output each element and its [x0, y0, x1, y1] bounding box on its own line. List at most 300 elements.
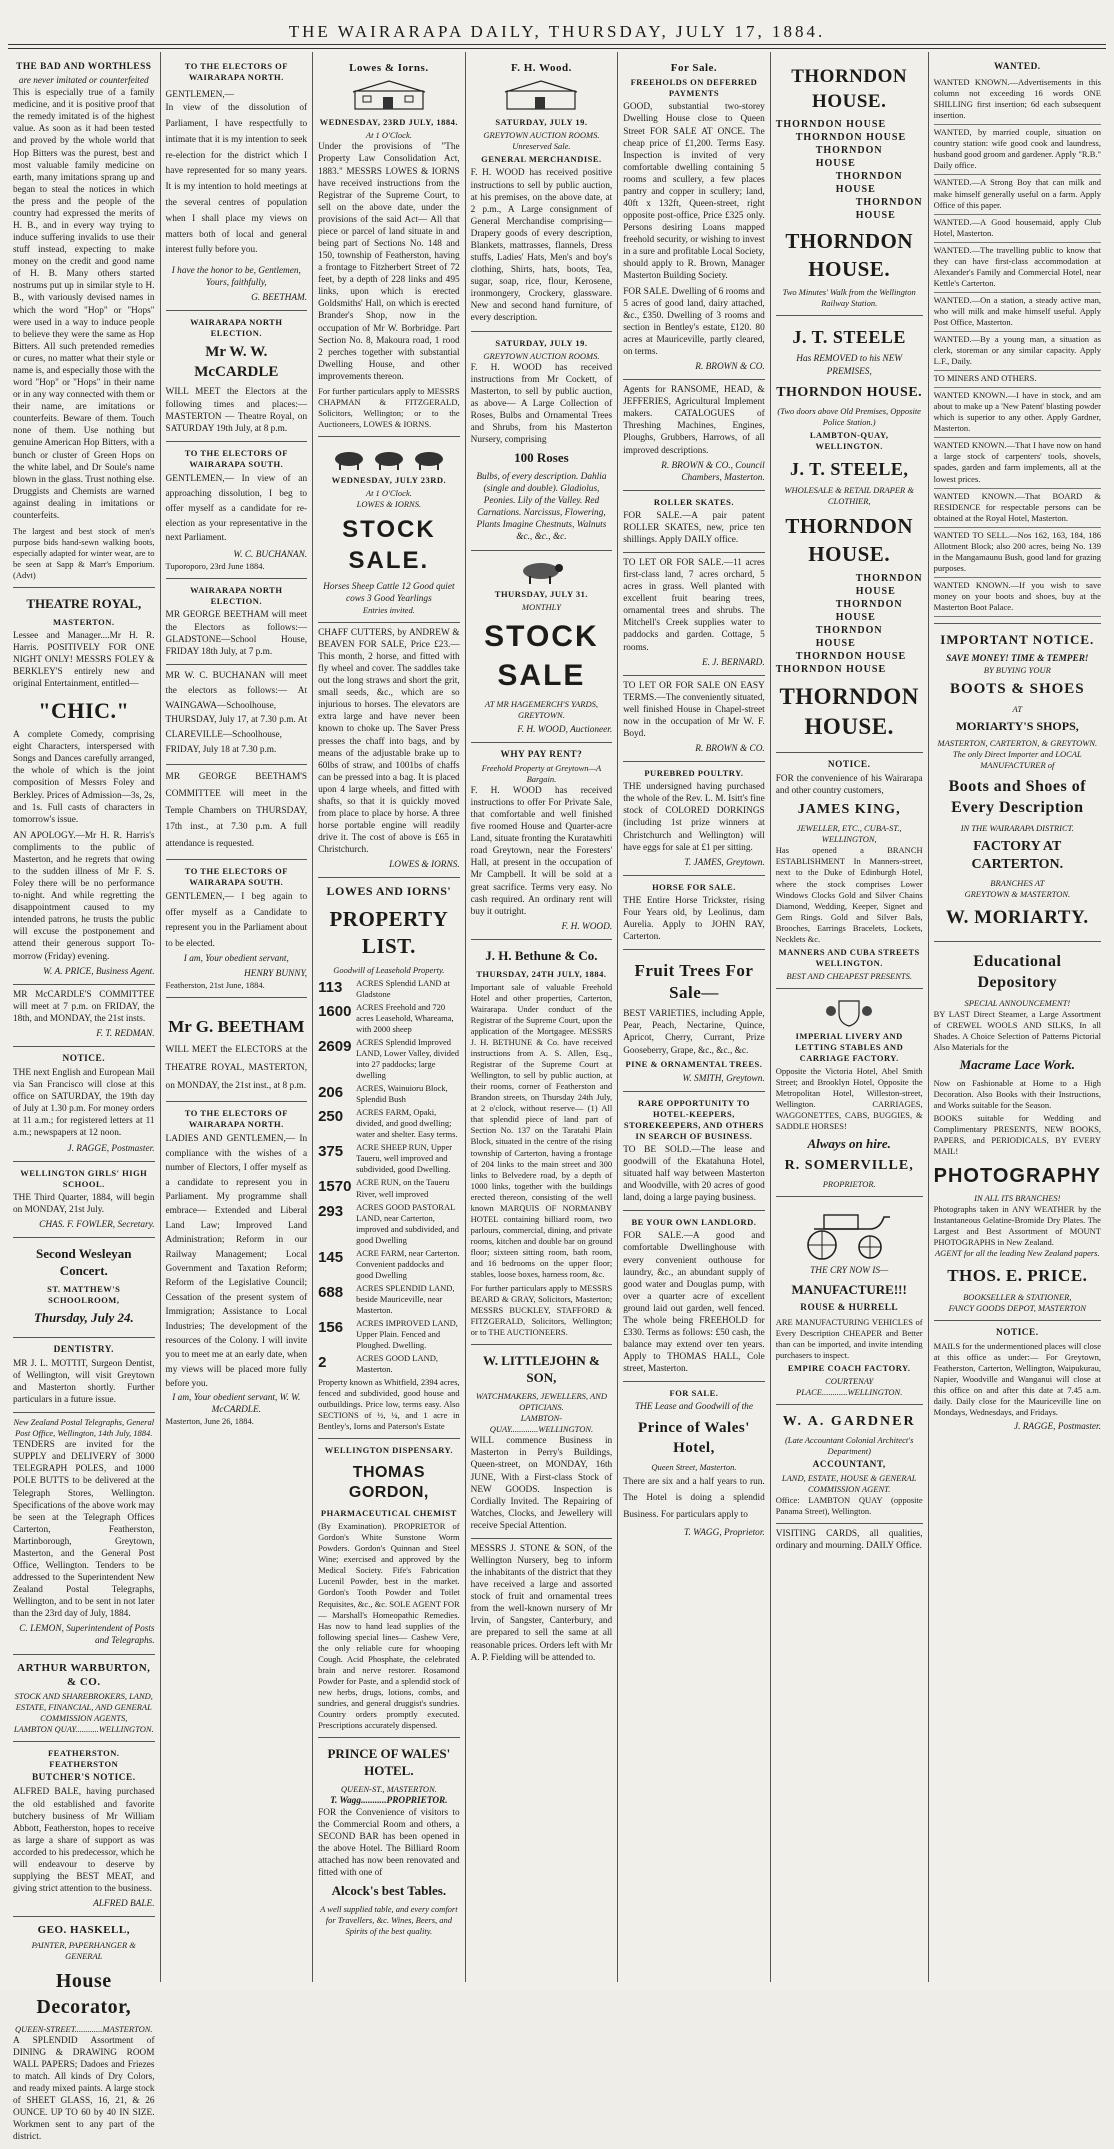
property-acres: 688	[318, 1283, 344, 1301]
notice-body: THE next English and European Mail via San Francisco will close at this office on SATURDAY, the 19th day of July at 1.30 p.m. For money orders at 11 a.m.; for registered letters at 11 a.m.; newspapers at 12 noon.	[13, 1068, 155, 1139]
stack-line: THORNDON HOUSE	[815, 145, 883, 170]
draper-trade: WHOLESALE & RETAIL DRAPER & CLOTHIER,	[784, 485, 914, 507]
sale-date: THURSDAY, 24TH JULY, 1884.	[476, 968, 607, 979]
address-date: Tuporoporo, 23rd June 1884.	[165, 561, 265, 572]
sale-place: GREYTOWN AUCTION ROOMS.	[483, 350, 600, 361]
chemist-name: THOMAS GORDON,	[348, 1463, 429, 1502]
address-close: I am, Your obedient servant, W. W. McCARDLE.	[172, 1392, 301, 1415]
address-body: In view of the dissolution of Parliament, I have respectfully to intimate that it is my intention to seek re-election for the district which I have represented for so many years. It is my intention to hold meetings at the several centres of population when I shall place my views on matters both of local and general interest fully before you.	[165, 103, 308, 256]
buchanan-address	[166, 442, 308, 580]
property-acres: 1600	[318, 1002, 352, 1020]
ad-title: WHY PAY RENT?	[500, 749, 583, 760]
property-description: ACRES Splendid LAND at Gladstone	[356, 977, 450, 999]
stock-sale-headline: STOCK SALE	[484, 619, 599, 692]
stack-line: THORNDON HOUSE	[835, 599, 903, 624]
signature: F. H. WOOD.	[561, 921, 613, 932]
stock-sale-headline: STOCK SALE.	[342, 516, 436, 575]
shop-name: MORIARTY'S SHOPS,	[955, 718, 1079, 733]
column-3	[312, 52, 465, 1982]
chemist-title: PHARMACEUTICAL CHEMIST	[320, 1508, 457, 1519]
store-name-repeat: THORNDON HOUSE.	[785, 229, 914, 281]
wood-roses-sale	[471, 332, 613, 551]
firm-name: ARTHUR WARBURTON, & CO.	[17, 1661, 151, 1688]
sale-date: WEDNESDAY, JULY 23RD.	[331, 475, 447, 486]
ad-body-2: FOR SALE. Dwelling of 6 rooms and 5 acres of good land, dairy attached, &c., £350. Dwelling of 3 rooms and section in Bentley's estate, £120. 80 acres at Mauriceville, partly cleared, on terms.	[623, 286, 765, 357]
carriage-illustration	[794, 1205, 904, 1261]
notice-body: WILL MEET the ELECTORS at the THEATRE ROYAL, MASTERTON, on MONDAY, the 21st inst., at 8 p.m.	[165, 1045, 308, 1091]
column-5	[617, 52, 770, 1982]
candidate-name: Mr G. BEETHAM	[168, 1017, 305, 1037]
sale-footnote: For further particulars apply to MESSRS CHAPMAN & FITZGERALD, Solicitors, Wellington; or to the Auctioneers, LOWES & IORNS.	[318, 385, 460, 430]
bethune-hotel-sale	[471, 940, 613, 1345]
horse-for-sale-ad	[623, 876, 765, 950]
hotel-name: Prince of Wales' Hotel,	[638, 1420, 750, 1456]
wanted-entry: WANTED.—A Good housemaid, apply Club Hotel, Masterton.	[934, 215, 1101, 243]
ad-text: The only Direct Importer and LOCAL MANUFACTURER of	[952, 749, 1082, 771]
firm-name: ROUSE & HURRELL	[800, 1303, 899, 1314]
ad-body: TO BE SOLD.—The lease and goodwill of the Ekatahuna Hotel, situated half way between Masterton and Woodville, with 20 acres of good land, doing a large paying business.	[623, 1144, 765, 1204]
firm-place: LAMBTON-QUAY.............WELLINGTON.	[489, 1413, 594, 1435]
property-item	[318, 1248, 460, 1281]
ad-body: A SPLENDID Assortment of DINING & DRAWING ROOM WALL PAPERS; Dadoes and Friezes to match. All kinds of Dry Colors, and ready mixed paints. A large stock of SHEET GLASS, 16, 21, & 26 OUNCE. UP TO 60 by 40 IN SIZE. Workmen sent to any part of the district.	[13, 2035, 155, 2143]
photography-subtitle: IN ALL ITS BRANCHES!	[974, 1193, 1061, 1204]
signature: T. WAGG, Proprietor.	[684, 1527, 765, 1538]
bunny-address	[166, 860, 308, 998]
ad-body: Opposite the Victoria Hotel, Abel Smith Street; and Brooklyn Hotel, Opposite the Metropolitan Hotel, Willeston-street, Wellington. CARRIAGES, WAGGONETTES, CABS, BUGGIES, & SADDLE HORSES!	[775, 1066, 923, 1132]
street-address: LAMBTON-QUAY, WELLINGTON.	[809, 429, 889, 451]
property-acres: 156	[318, 1319, 344, 1337]
ad-body: Agents for RANSOME, HEAD, & JEFFERIES, Agricultural Implement makers. CATALOGUES of Threshing Machines, Engines, Ploughs, Grubbers, Harrows, of all improved descriptions.	[623, 385, 765, 456]
stack-line: THORNDON HOUSE	[855, 197, 923, 222]
sale-type: Unreserved Sale.	[512, 141, 571, 152]
signature: J. RAGGE, Postmaster.	[1013, 1422, 1101, 1433]
accountant-services: LAND, ESTATE, HOUSE & GENERAL COMMISSION AGENT.	[781, 1473, 917, 1495]
ad-lead: SAVE MONEY! TIME & TEMPER!	[946, 653, 1089, 664]
prince-of-wales-hotel-ad	[318, 1738, 460, 1943]
ad-title: Educational Depository	[973, 953, 1062, 991]
notice-heading: WAIRARAPA NORTH ELECTION.	[190, 585, 283, 607]
columns	[8, 52, 1106, 2143]
lowes-iorns-land-sale	[318, 55, 460, 437]
accountant-office: Office: LAMBTON QUAY (opposite Panama Street), Wellington.	[775, 1495, 923, 1517]
ad-title: FREEHOLDS ON DEFERRED PAYMENTS	[630, 77, 758, 99]
firm-headline: House Decorator,	[36, 1969, 132, 2018]
property-item	[318, 1037, 460, 1081]
auction-house-illustration	[501, 79, 581, 113]
notice-heading: NOTICE.	[827, 759, 871, 770]
wanted-entry: WANTED KNOWN.—That I have now on hand a large stock of carpenters' tools, shovels, spades, garden and farm implements, all at the lowest prices.	[934, 438, 1101, 488]
mccardle-meetings	[166, 311, 308, 441]
auction-house-illustration	[349, 79, 429, 113]
thorndon-stack	[776, 118, 923, 222]
jeweller-trade: JEWELLER, ETC., CUBA-ST., WELLINGTON,	[796, 823, 902, 845]
beetham-meetings	[166, 579, 308, 664]
poultry-ad	[623, 762, 765, 876]
gordon-chemist-ad	[318, 1439, 460, 1738]
street-address: MANNERS AND CUBA STREETS WELLINGTON.	[778, 946, 920, 968]
sale-place: GREYTOWN AUCTION ROOMS.	[483, 130, 600, 141]
wanted-entry: WANTED.—A Strong Boy that can milk and make himself generally useful on a farm. Apply Office of this paper.	[934, 175, 1101, 214]
mccardle-address	[166, 1102, 308, 1433]
firm-name: GEO. HASKELL,	[37, 1924, 130, 1937]
owner-name: W. MORIARTY.	[945, 907, 1089, 929]
stack-line: THORNDON HOUSE	[835, 171, 903, 196]
store-location: Two Minutes' Walk from the Wellington Railway Station.	[782, 286, 916, 309]
notice-heading: New Zealand Postal Telegraphs, General Post Office, Wellington, 14th July, 1884.	[13, 1417, 155, 1439]
ad-body: TO LET OR FOR SALE ON EASY TERMS.—The conveniently situated, well finished House in Chapel-street now in the occupation of Mr W. F. Boyd.	[623, 680, 765, 740]
wanted-entry: WANTED KNOWN.—Advertisements in this column not exceeding 16 words ONE SHILLING first insertion; 6d each subsequent insertion.	[934, 75, 1101, 125]
section-heading: WANTED.	[993, 62, 1041, 72]
proprietor-title: PROPRIETOR.	[822, 1179, 876, 1190]
factory-name: EMPIRE COACH FACTORY.	[787, 1362, 911, 1373]
ad-body: There are six and a half years to run. The Hotel is doing a splendid Business. For particulars apply to	[623, 1476, 765, 1520]
list-subtitle: Goodwill of Leasehold Property.	[333, 964, 445, 975]
factory-name: FACTORY AT CARTERTON.	[971, 838, 1064, 873]
ad-headline-2: Boots and Shoes of Every Description	[948, 778, 1087, 817]
address-close: I am, Your obedient servant,	[183, 953, 289, 964]
store-name: THORNDON HOUSE.	[776, 384, 923, 400]
signature: W. C. BUCHANAN.	[233, 550, 308, 561]
notice-body: ALFRED BALE, having purchased the old established and favorite butchery business of Mr William Abbott, Featherston, hopes to receive as large a share of support as was accorded to his predecessor, which he will endeavour to deserve by supplying the BEST MEAT, and giving strict attention to the business.	[13, 1787, 155, 1895]
property-description: ACRES Splendid Improved LAND, Lower Valley, divided into 27 paddocks; large dwelling	[356, 1036, 460, 1081]
property-description: ACRES SPLENDID LAND, beside Mauriceville, near Masterton.	[356, 1282, 455, 1315]
ad-body: MESSRS J. STONE & SON, of the Wellington Nursery, beg to inform the inhabitants of the district that they have received a large and assorted stock of fruit and ornamental trees from the well-known nursery of Mr Irvin, of Sangster, Canterbury, and are prepared to sell the same at all reasonable prices. Orders left with Mr A. P. Fielding will be attended to.	[470, 1543, 613, 1663]
stack-line: THORNDON HOUSE	[795, 651, 907, 663]
sale-items: Bulbs, of every description. Dahlia (single and double). Gladiolus, Peonies. Lily of the Valley. Red Carnations. Narcissus, Flowering, Plants Imagine Chestnuts, Walnuts &c., &c., &c.	[476, 472, 607, 543]
mails-notice	[934, 1321, 1101, 1439]
ad-body: THE undersigned having purchased the whole of the Rev. L. M. Isitt's fine stock of COLORED DORKINGS (including 1st prize winners at Christchurch and Wellington) will have eggs for sale at £1 per sitting.	[623, 782, 765, 853]
fruit-trees-ad	[623, 950, 765, 1092]
owner-name: THOS. E. PRICE.	[947, 1266, 1088, 1286]
hotel-place: QUEEN-ST., MASTERTON.	[340, 1783, 437, 1794]
signature: G. BEETHAM.	[251, 293, 308, 304]
address-heading: TO THE ELECTORS OF WAIRARAPA NORTH.	[184, 61, 288, 83]
ad-body: ARE MANUFACTURING VEHICLES of Every Description CHEAPER and Better than can be imported, and invite intending purchasers to inspect.	[775, 1316, 923, 1360]
livestock-illustration	[329, 445, 449, 471]
signature: ALFRED BALE.	[93, 1899, 155, 1910]
wanted-entry: WANTED TO SELL.—Nos 162, 163, 184, 186 Allotment Block; also 200 acres, being No. 139 in the Mangamaunu Bush, good land for grazing purposes.	[934, 528, 1101, 578]
notice-body: WILL MEET the Electors at the following times and places:— MASTERTON — Theatre Royal, on SATURDAY 19th July, at 8 p.m.	[165, 387, 308, 434]
firm-place: LAMBTON QUAY...........WELLINGTON.	[13, 1724, 154, 1735]
ad-body: Has opened a BRANCH ESTABLISHMENT In Manners-street, next to the Duke of Edinburgh Hotel, where the stock comprises Lower Windows Clocks Gold and Silver Chains Diamond, Wedding, Keeper, Signet and Gem Rings. Gold and Silver Bals, Brooches, Earrings Bracelets, Lockets, Necklets &c.	[775, 845, 923, 944]
address-body: LADIES AND GENTLEMEN,— In compliance with the wishes of a number of Electors, I offer myself as a candidate to represent you in Parliament. My programme shall embrace— Extended and Liberal Land Law; Improved Land Administration; Reform in our Railway Management; Local Government and Taxation Reform; Reform of the Legislative Council; Cessation of the present system of Immigration; Assistance to Local Industries; The development of the resources of the Colony. I will invite you to meet me at an early date, when my views will be placed more fully before you.	[165, 1134, 308, 1390]
property-items	[318, 978, 460, 1376]
property-acres: 2609	[318, 1037, 352, 1055]
notice-body: MAILS for the undermentioned places will close at this office as under:— For Greytown, Featherston, Carterton, Wellington, Waipukurau, Napier, Woodville and Wanganui will close at this office on and after this date at 7.45 a.m. daily. Daily close for the Mauriceville line on Mondays, Wednesdays, and Fridays.	[933, 1340, 1101, 1418]
list-title: PROPERTY LIST.	[329, 907, 449, 959]
signature: C. LEMON, Superintendent of Posts and Telegraphs.	[19, 1624, 155, 1647]
thorndon-stack-2	[776, 572, 923, 676]
proprietor-name: R. SOMERVILLE,	[784, 1158, 914, 1174]
property-acres: 375	[318, 1143, 344, 1161]
show-title: "CHIC."	[38, 697, 130, 723]
ad-body: CHAFF CUTTERS, by ANDREW & BEAVEN FOR SALE, Price £23.—This month, 2 horse, and fitted with fly wheel and cover. The saddles take out the long straws and short the grit, small seeds, &c., which are so injurious to horses. The elevators are extra large and have never been known to choke up. The Saver Press presses the chaff into bags, and by means of the adjustable brake up to 60lbs of straw, and 1001bs of chaffs can be pressed into a bag. It is placed upon 4 large wheels, and fitted with shafts, so that it is quickly moved from place to place by horse. A three horse portable engine will readily drive it. The cost of above is £65 in Christchurch.	[318, 627, 460, 856]
ad-tagline: Always on hire.	[807, 1136, 891, 1152]
shop-places: MASTERTON, CARTERTON, & GREYTOWN.	[937, 738, 1098, 749]
sale-date: WEDNESDAY, 23RD JULY, 1884.	[319, 117, 459, 128]
property-acres: 145	[318, 1248, 344, 1266]
signature: R. BROWN & CO.	[695, 362, 765, 373]
steele-draper-ad	[776, 316, 923, 753]
warburton-ad	[13, 1655, 155, 1743]
littlejohn-ad	[471, 1345, 613, 1539]
hotel-opportunity-ad	[623, 1092, 765, 1212]
property-item	[318, 1083, 460, 1105]
store-name-large: THORNDON HOUSE.	[779, 684, 919, 739]
hotel-name: PRINCE OF WALES' HOTEL.	[327, 1746, 451, 1778]
for-sale-freeholds	[623, 55, 765, 380]
coat-of-arms-icon	[819, 997, 879, 1027]
address-heading: TO THE ELECTORS OF WAIRARAPA NORTH.	[184, 1108, 288, 1130]
property-item	[318, 1177, 460, 1199]
notice-body: THE Third Quarter, 1884, will begin on MONDAY, 21st July.	[13, 1192, 155, 1215]
property-acres: 2	[318, 1354, 327, 1372]
notice-body: MR GEORGE BEETHAM'S COMMITTEE will meet in the Temple Chambers on THURSDAY, 17th inst., at 7.30 p.m. A full attendance is requested.	[165, 772, 308, 849]
ad-tagline: BEST AND CHEAPEST PRESENTS.	[786, 970, 912, 981]
accountant-note: (Late Accountant Colonial Architect's Department)	[784, 1435, 914, 1457]
ad-lead: THE Lease and Goodwill of the	[634, 1402, 753, 1413]
auctioneer-name: F. H. Wood.	[511, 62, 572, 74]
stone-nursery-ad	[471, 1539, 613, 1670]
accountant-title: ACCOUNTANT,	[812, 1460, 886, 1471]
ad-title: PUREBRED POULTRY.	[644, 768, 744, 779]
ransome-agents-ad	[623, 380, 765, 491]
property-description: ACRES Freehold and 720 acres Leasehold, Whareama, with 2000 sheep	[356, 1001, 454, 1034]
sale-body: Important sale of valuable Freehold Hotel and other properties, Carterton, Wairarapa. Under conduct of the Registrar of the Supreme Court, upon the application of the Mortgagee. MESSRS J. H. BETHUNE & Co. have received instructions from A. S. Allen, Esq., Registrar of the Supreme Court at Wellington, to sell by public auction, at their rooms, corner of Featherston and Brandon streets, on Thursday 24th July, at 2 o'clock, without reserve— (1) All that splendid piece of land part of Section No. 137 on the Taratahi Plain Block, situated in the centre of the rising township of Carterton, having a frontage of 204 links to the main street and 300 links to Belvedere road, by a depth of 1000 links, together with the buildings erected thereon, consisting of the well known MARQUIS OF NORMANBY HOTEL containing billiard room, two parlours, commercial, dining, and private rooms, kitchen and double bar on ground floor; sixteen sitting room, bath room, and 16 bedrooms on the upper floor; stables, loose boxes, harness room, &c.	[470, 981, 613, 1280]
girls-school-notice	[13, 1162, 155, 1238]
chaff-cutter-ad	[318, 623, 460, 879]
photography-headline: PHOTOGRAPHY	[933, 1165, 1101, 1188]
property-item	[318, 1142, 460, 1175]
ad-body: GOOD, substantial two-storey Dwelling House close to Queen Street FOR SALE AT ONCE. The cheap price of £1,200. Terms Easy. Inspection is invited of very comfortable dwelling containing 5 rooms and scullery, a few places pantry and copper in scullery; land, 40ft x 132ft, Queen-street, right opposite post-office, Price £325 only. Persons desiring Loans mapped freehold security, or wishing to invest in a sure and profitable Local Society, should apply to R. Brown, Manager Masterton Building Society.	[623, 102, 765, 282]
notice-heading: BUTCHER'S NOTICE.	[31, 1773, 136, 1784]
draper-name: J. T. STEELE	[792, 327, 906, 348]
property-item	[318, 1002, 460, 1035]
wanted-list	[934, 75, 1101, 617]
roses-count: 100 Roses	[514, 450, 569, 466]
property-acres: 1570	[318, 1178, 352, 1196]
photography-body: Photographs taken in ANY WEATHER by the Instantaneous Gelatine-Bromide Dry Plates. The Largest and Best Assortment of MOUNT PHOTOGRAPHS in New Zealand.	[933, 1204, 1101, 1248]
stack-line: THORNDON HOUSE	[775, 119, 887, 131]
firm-trade: PAINTER, PAPERHANGER & GENERAL	[31, 1939, 136, 1961]
wanted-entry: WANTED.—On a station, a steady active man, who will milk and make himself useful. Apply Post Office, Masterton.	[934, 293, 1101, 332]
section-heading: For Sale.	[670, 62, 718, 74]
address-date: Featherston, 21st June, 1884.	[165, 980, 265, 991]
signature: W. A. PRICE, Business Agent.	[43, 966, 155, 977]
address-date: Masterton, June 26, 1884.	[165, 1415, 254, 1426]
notice-heading: NOTICE.	[996, 1327, 1039, 1338]
signature: R. BROWN & CO.	[695, 744, 765, 755]
price-bookseller-ad	[934, 942, 1101, 1321]
ad-text: BY BUYING YOUR	[983, 665, 1051, 676]
sale-date: THURSDAY, JULY 31.	[494, 588, 589, 599]
column-7	[928, 52, 1106, 1982]
shop-name: WELLINGTON DISPENSARY.	[324, 1445, 454, 1456]
ad-footnote: The largest and best stock of men's purpose bids hand-sewn walking boots, especially adapted for winter wear, are to be seen at Sapp & Marr's Emporium. (Advt)	[13, 525, 155, 581]
notice-body: MR McCARDLE'S COMMITTEE will meet at 7 p.m. on FRIDAY, the 18th, and MONDAY, the 21st insts.	[13, 989, 155, 1024]
thorndon-house-ad	[776, 55, 923, 316]
notice-body: MR W. C. BUCHANAN will meet the electors as follows:— At WAINGAWA—Schoolhouse, THURSDAY, July 17, at 7.30 p.m. At CLAREVILLE—Schoolhouse, FRIDAY, July 18 at 7.30 p.m.	[165, 670, 308, 756]
wanted-entry: TO MINERS AND OTHERS.	[934, 371, 1101, 388]
owner-trade-2: FANCY GOODS DEPOT, MASTERTON	[948, 1302, 1087, 1313]
signature: T. JAMES, Greytown.	[684, 857, 765, 868]
ad-place: MASTERTON.	[53, 617, 115, 628]
sale-body: F. H. WOOD has received instructions from Mr Cockett, of Masterton, to sell by public auction, as above— A Large Collection of Roses, Bulbs and Ornamental Trees and Shrubs, from his Masterton Nursery, comprising	[470, 362, 613, 446]
concert-ad	[13, 1238, 155, 1338]
ad-text: AGENT for all the leading New Zealand papers.	[934, 1248, 1100, 1259]
sale-frequency: MONTHLY	[521, 601, 561, 612]
firm-description: STOCK AND SHAREBROKERS, LAND, ESTATE, FINANCIAL, AND GENERAL COMMISSION AGENTS,	[14, 1691, 153, 1724]
own-landlord-ad	[623, 1211, 765, 1382]
factory-place: COURTENAY PLACE............WELLINGTON.	[796, 1375, 903, 1397]
concert-date: Thursday, July 24.	[33, 1309, 134, 1325]
address-close: I have the honor to be, Gentlemen, Yours, faithfully,	[171, 266, 301, 289]
notice-heading: NOTICE.	[62, 1054, 106, 1064]
notice-heading: WELLINGTON GIRLS' HIGH SCHOOL.	[20, 1167, 148, 1189]
address-heading: TO THE ELECTORS OF WAIRARAPA SOUTH.	[184, 865, 288, 887]
property-description: ACRES GOOD PASTORAL LAND, near Carterton, improved and subdivided, and good Dwelling	[356, 1201, 460, 1245]
ad-lead: THE CRY NOW IS—	[810, 1266, 889, 1277]
ad-lead: are never imitated or counterfeited	[18, 76, 149, 87]
wanted-entry: WANTED.—By a young man, a situation as clerk, storeman or any similar capacity. Apply L.F., Daily.	[934, 332, 1101, 371]
wanted-column	[934, 55, 1101, 624]
rouse-hurrell-ad	[776, 1197, 923, 1404]
column-1	[8, 52, 160, 2143]
beetham-theatre-meeting	[166, 998, 308, 1102]
ad-footnote: A well supplied table, and every comfort for Travellers, &c. Wines, Beers, and Spirits of the best quality.	[320, 1904, 458, 1937]
store-name-repeat: THORNDON HOUSE.	[785, 514, 914, 566]
notice-body: MR GEORGE BEETHAM will meet the Electors as follows:— GLADSTONE—School House, FRIDAY 18th July, at 7 p.m.	[165, 610, 308, 657]
wood-merchandise-sale	[471, 55, 613, 332]
ad-title: FOR SALE.	[669, 1388, 719, 1399]
sale-footnote: For further particulars apply to MESSRS BEARD & GRAY, Solicitors, Masterton; MESSRS BUCKLEY, STAFFORD & FITZGERALD, Solicitors, Wellington; or to THE AUCTIONEERS.	[470, 1283, 613, 1338]
signature: LOWES & IORNS.	[389, 860, 460, 871]
telegraph-tender	[13, 1413, 155, 1654]
list-footnote: Property known as Whitfield, 2394 acres, fenced and subdivided, good house and outbuildings. Price low, terms easy. Also SECTIONS of ½, ¼, and 1 acre in Bentley's, Iorns and Paterson's Estate	[318, 1377, 460, 1432]
ad-body: FOR the Convenience of visitors to the Commercial Room and others, a SECOND BAR has been opened in the above Hotel. The Billiard Room attached has now been renovated and fitted with one of	[318, 1807, 460, 1879]
masthead-rule-double	[8, 48, 1106, 49]
ad-body: WILL commence Business in Masterton in Perry's Buildings, Queen-street, on MONDAY, 16th JUNE, With a First-class Stock of NEW GOODS. Inspection is Cordially Invited. The Repairing of Watches, Clocks, and Jewellery will receive Special Attention.	[470, 1436, 613, 1531]
ad-title: DENTISTRY.	[53, 1344, 114, 1355]
alcock-tables: Alcock's best Tables.	[331, 1883, 447, 1899]
signature: HENRY BUNNY,	[244, 969, 308, 980]
list-owner: LOWES AND IORNS'	[326, 884, 452, 899]
theatre-royal-ad	[13, 588, 155, 984]
concert-venue: ST. MATTHEW'S SCHOOLROOM,	[47, 1283, 121, 1305]
notice-body: TENDERS are invited for the SUPPLY and DELIVERY of 3000 TELEGRAPH POLES, and 1000 POLE BUTTS to be delivered at the Telegraph Stores, Wellington. Specifications of the above work may be seen at the Telegraph Offices Carterton, Featherston, Martinborough, Greytown, Masterton, and the General Post Office, Wellington. Tenders to be addressed to the Superintendent New Zealand Postal Telegraphs, Wellington, and to be sent in not later than the 23rd day of July, 1884.	[13, 1440, 155, 1620]
wanted-entry: WANTED, by married couple, situation on country station: wife good cook and laundress, husband good groom and gardener. Apply "R.B." Daily office.	[934, 125, 1101, 175]
prince-of-wales-lease-ad	[623, 1382, 765, 1544]
property-description: ACRE RUN, on the Taueru River, well improved	[356, 1177, 450, 1199]
property-item	[318, 1107, 460, 1140]
ad-body-3: BOOKS suitable for Wedding and Complimentary PRESENTS, NEW BOOKS, PAPERS, and PERIODICALS, BY EVERY MAIL!	[933, 1113, 1101, 1157]
hotel-proprietor: T. Wagg...........PROPRIETOR.	[330, 1795, 448, 1806]
jeweller-name: JAMES KING,	[797, 802, 901, 818]
ad-subtitle: Freehold Property at Greytown—A Bargain.	[481, 762, 602, 784]
ad-headline: Macrame Lace Work.	[959, 1056, 1076, 1072]
livery-stables-ad	[776, 989, 923, 1198]
stack-line: THORNDON HOUSE	[775, 664, 887, 676]
gardner-accountant-ad	[776, 1405, 923, 1525]
ad-body: TO LET OR FOR SALE.—11 acres first-class land, 7 acres orchard, 5 acres in grass. Well planted with excellent fruit bearing trees, ornamental trees and shrubs. The Mitchell's Creek supplies water to paddocks and garden. Cottage, 5 rooms.	[623, 558, 765, 653]
ad-title: THE BAD AND WORTHLESS	[16, 62, 152, 72]
ad-body: Lessee and Manager....Mr H. R. Harris. POSITIVELY FOR ONE NIGHT ONLY! MESSRS FOLEY & BERKLEY'S entirely new and original Entertainment, entitled—	[13, 631, 155, 690]
ad-text: AT	[1012, 703, 1023, 714]
property-description: ACRE SHEEP RUN, Upper Taueru, well improved and subdivided, good Dwelling.	[356, 1142, 453, 1175]
ad-body: BY LAST Direct Steamer, a Large Assortment of CREWEL WOOLS AND SILKS, In all Shades. A Choice Selection of Patterns Pictorial Also Materials for the	[933, 1008, 1101, 1052]
property-item	[318, 1353, 460, 1375]
property-acres: 293	[318, 1202, 344, 1220]
draper-name-repeat: J. T. STEELE,	[789, 458, 909, 479]
sale-date: SATURDAY, JULY 19.	[495, 117, 588, 128]
column-4	[465, 52, 618, 1982]
butcher-notice	[13, 1742, 155, 1917]
committee-notice	[13, 985, 155, 1047]
sale-time: At 1 O'Clock.	[365, 488, 412, 499]
sale-body: Under the provisions of "The Property Law Consolidation Act, 1883." MESSRS LOWES & IORNS have received instructions from the Registrar of the Supreme Court, to sell on the above date, under the provisions of the said Act— All that piece or parcel of land situate in and being part of Sections No. 148 and 150, township of Featherston, having a frontage to Fitzherbert Street of 72 feet, by a depth of 228 links and 495 links, upon which is erected Goldsmiths' Hall, on which is erected Brander's Shop, now in the occupation of Mr W. Borbridge. Part Section No. 8, Makoura road, 1 rood 2 perches together with substantial Dwelling House, and other improvements thereon.	[318, 142, 460, 382]
firm-place: QUEEN-STREET.............MASTERTON.	[14, 2023, 153, 2034]
visiting-cards-ad	[776, 1524, 923, 1558]
ad-title: IMPORTANT NOTICE.	[940, 632, 1095, 648]
signature: F. H. WOOD, Auctioneer.	[517, 724, 613, 735]
property-description: ACRES IMPROVED LAND, Upper Plain. Fenced and Ploughed. Dwelling.	[356, 1318, 458, 1351]
sale-date: SATURDAY, JULY 19.	[495, 337, 588, 348]
property-item	[318, 978, 460, 1000]
auctioneer-name: J. H. Bethune & Co.	[485, 947, 598, 963]
notice-body: FOR the convenience of his Wairarapa and other country customers,	[775, 773, 923, 796]
ad-body: FOR SALE.—A good and comfortable Dwellinghouse with every convenient outhouse for laundry, &c., an abundant supply of good water and Douglas pump, with over a quarter acre of excellent ground laid out garden, well fenced. The whole being FREEHOLD for £330. Terms as follows: £50 cash, the balance may extend over ten years. Apply to THOMAS HALL, Cole street, Masterton.	[623, 1231, 765, 1375]
ad-body: MR J. L. MOTTIT, Surgeon Dentist, of Wellington, will visit Greytown and Masterton shortly. Further particulars in a future issue.	[13, 1358, 155, 1406]
notice-place: FEATHERSTON. FEATHERSTON	[47, 1748, 120, 1770]
hotel-place: Queen Street, Masterton.	[651, 1462, 737, 1473]
house-to-let-ad	[623, 676, 765, 762]
ad-body: VISITING CARDS, all qualities, ordinary and mourning. DAILY Office.	[775, 1529, 923, 1552]
ad-title: THEATRE ROYAL,	[26, 596, 142, 612]
stock-items: Horses Sheep Cattle 12 Good quiet cows 3 Good Yearlings	[323, 581, 455, 604]
property-description: ACRES GOOD LAND, Masterton.	[356, 1353, 439, 1375]
property-item	[318, 1202, 460, 1246]
signature: CHAS. F. FOWLER, Secretary.	[39, 1219, 155, 1230]
lowes-iorns-stock-sale	[318, 437, 460, 623]
address-body: GENTLEMEN,— I beg again to offer myself as a Candidate to represent you in the Parliament about to be elected.	[165, 891, 308, 950]
property-list	[318, 878, 460, 1439]
stack-line: THORNDON HOUSE	[815, 625, 883, 650]
wanted-entry: WANTED KNOWN.—I have in stock, and am about to make up a 'New Patent' blasting powder which is superior to any other. Apply Gardner, Masterton.	[934, 388, 1101, 438]
stack-line: THORNDON HOUSE	[795, 132, 907, 144]
ad-text: IN THE WAIRARAPA DISTRICT.	[960, 822, 1074, 833]
column-2	[160, 52, 313, 1982]
sale-body: F. H. WOOD has received positive instructions to sell by public auction, at his premises, on the above date, at 2 p.m., A Large consignment of General Merchandise comprising— Drapery goods of every description, Blankets, mattrasses, flannels, Dress stuffs, Ladies' Hats, Men's and boy's clothing, Shirts, hats, boots, Tea, sugar, soap, rice, flour, Kerosene, ironmongery, Crockery, glassware. New and second hand furniture, of every description.	[470, 168, 613, 324]
property-description: ACRE FARM, near Carterton. Convenient paddocks and good Dwelling	[356, 1247, 460, 1280]
signature: E. J. BERNARD.	[701, 657, 765, 668]
ad-title: RARE OPPORTUNITY TO HOTEL-KEEPERS, STOREKEEPERS, AND OTHERS IN SEARCH OF BUSINESS.	[623, 1097, 764, 1141]
address-heading: TO THE ELECTORS OF WAIRARAPA SOUTH.	[184, 447, 288, 469]
apology-notice: AN APOLOGY.—Mr H. R. Harris's compliments to the public of Masterton, and he regrets that owing to the sudden illness of Mr F. S. Foley there will be no performance to-night. And while regretting the disappointment caused to my intended patrons, he trusts the public will excuse the postponement and attend their generous support To-morrow (Friday) evening.	[13, 830, 155, 962]
firm-trade: WATCHMAKERS, JEWELLERS, AND OPTICIANS.	[475, 1391, 607, 1413]
candidate-name: Mr W. W. McCARDLE	[194, 344, 279, 380]
roller-skates-ad	[623, 491, 765, 553]
auctioneer-name: Lowes & Iorns.	[349, 62, 429, 74]
ad-body: FOR SALE.—A pair patent ROLLER SKATES, new, price ten shillings. Apply DAILY office.	[623, 510, 765, 545]
ad-body: THE Entire Horse Trickster, rising Four Years old, by Leolinus, dam Aurelia. Apply to JOHN RAY, Carterton.	[623, 895, 765, 943]
ad-subtitle: SPECIAL ANNOUNCEMENT!	[964, 997, 1071, 1008]
beetham-address	[166, 55, 308, 311]
dentistry-ad	[13, 1338, 155, 1413]
signature: R. BROWN & CO., Council Chambers, Masterton.	[661, 460, 765, 483]
ad-subheading: PINE & ORNAMENTAL TREES.	[625, 1058, 763, 1069]
ad-body: (By Examination). PROPRIETOR of Gordon's White Sunstone Worm Powders. Gordon's Quinnan and Steel Wine; exercised and approved by the Medical Society. Fife's Fabrication Lucenil Powder, best in the market. Gordon's Tooth Powder and Toilet Requisites, &c., &c. SOLE AGENT FOR— Marshall's Homeopathic Remedies. Has now to hand lead supplies of the following special lines— Cashew Vere, the only reliable cure for whooping Cough. Acid Phosphate, the celebrated brain and nerve restorer. Rosamond Powder for Paste, and a splendid stock of new herbs, drugs, lotions, combs, and sundries, and general druggist's sundries. Country orders promptly executed. Prescriptions accurately dispensed.	[318, 1521, 460, 1731]
ad-title: BE YOUR OWN LANDLORD.	[631, 1217, 757, 1228]
